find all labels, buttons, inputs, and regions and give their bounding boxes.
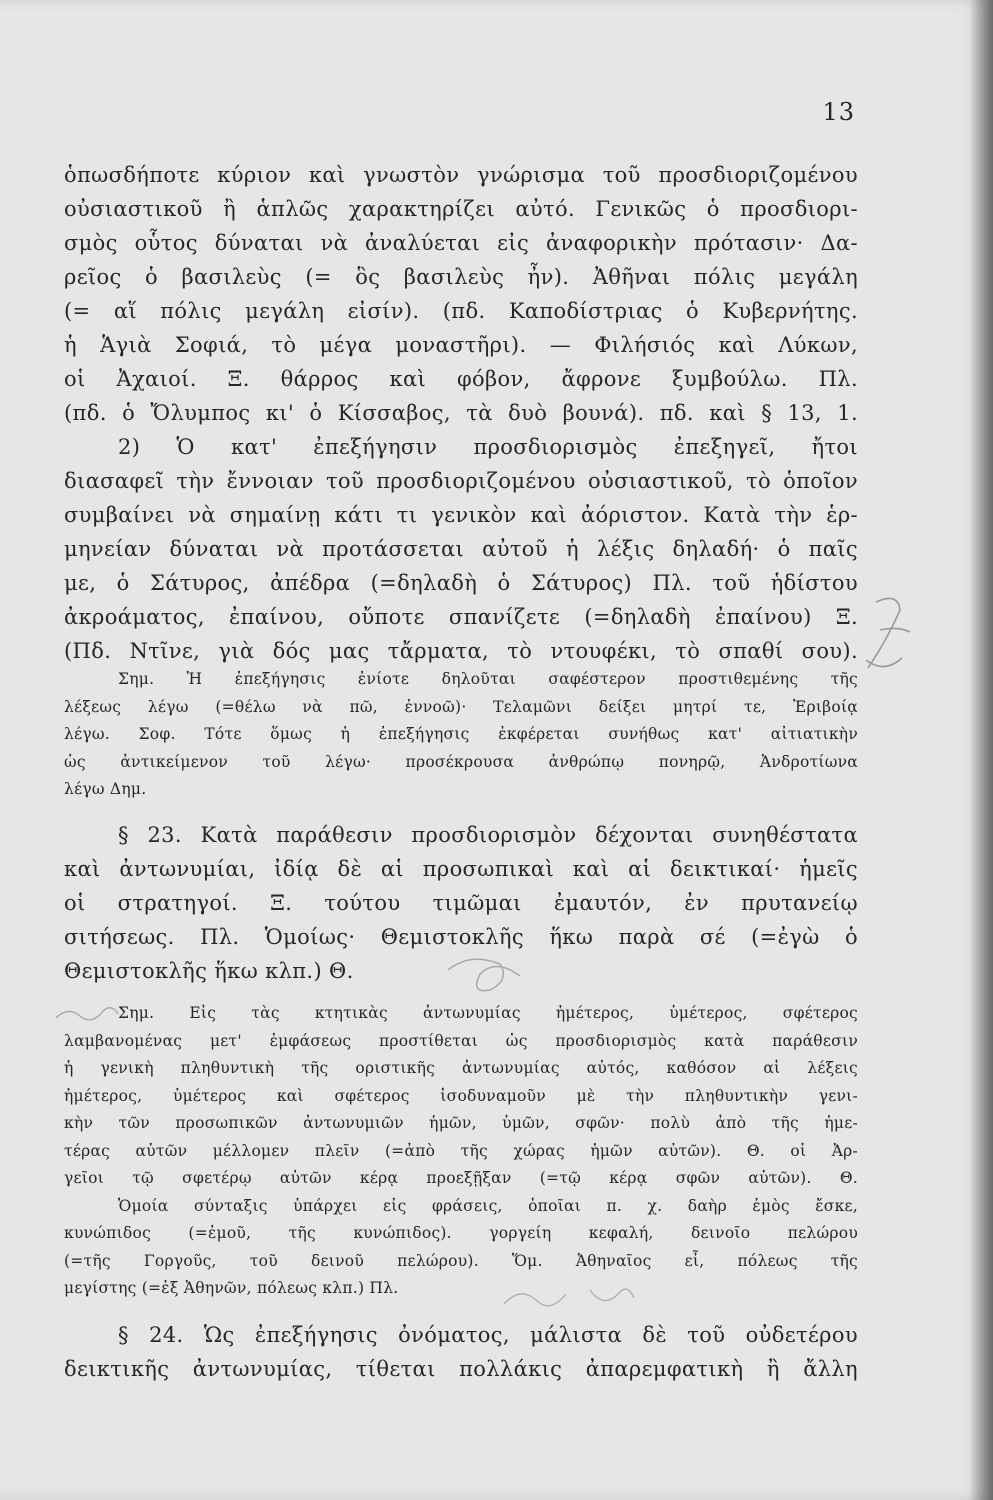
text-line: καὶ ἀντωνυμίαι, ἰδίᾳ δὲ αἱ προσωπικαὶ καὶ αἱ δεικτικαί· ἡμεῖς (64, 857, 858, 881)
text-line: (πδ. ὁ Ὄλυμπος κι' ὁ Κίσσαβος, τὰ δυὸ βουνά). πδ. καὶ § 13, 1. (64, 401, 858, 425)
text-line: § 23. Κατὰ παράθεσιν προσδιορισμὸν δέχονται συνηθέστατα (118, 823, 858, 847)
text-line: οἱ Ἀχαιοί. Ξ. θάρρος καὶ φόβον, ἄφρονε ξυμβούλω. Πλ. (64, 367, 858, 391)
text-line: ὁπωσδήποτε κύριον καὶ γνωστὸν γνώρισμα τοῦ προσδιοριζομένου (64, 163, 858, 187)
note-line: τέρας αὐτῶν μέλλομεν πλεῖν (=ἀπὸ τῆς χώρας ἡμῶν αὐτῶν). Θ. οἱ Ἀρ- (64, 1141, 858, 1160)
text-line: ἀκροάματος, ἐπαίνου, οὔποτε σπανίζετε (=δηλαδὴ ἐπαίνου) Ξ. (64, 605, 858, 629)
note-line: (=τῆς Γοργοῦς, τοῦ δεινοῦ πελώρου). Ὅμ. Ἀθηναῖος εἶ, πόλεως τῆς (64, 1251, 858, 1270)
note-line: γεῖοι τῷ σφετέρῳ αὐτῶν κέρᾳ προεξῇξαν (=τῷ κέρᾳ σφῶν αὐτῶν). Θ. (64, 1169, 858, 1187)
note-line: μεγίστης (=ἐξ Ἀθηνῶν, πόλεως κλπ.) Πλ. (64, 1279, 399, 1297)
text-line: (Πδ. Ντῖνε, γιὰ δός μας τἄρματα, τὸ ντουφέκι, τὸ σπαθί σου). (64, 639, 858, 663)
text-line: διασαφεῖ τὴν ἔννοιαν τοῦ προσδιοριζομένου οὐσιαστικοῦ, τὸ ὁποῖον (64, 469, 858, 493)
section-22-continuation (64, 158, 858, 668)
text-line: ἡ Ἁγιὰ Σοφιά, τὸ μέγα μοναστῆρι). — Φιλήσιός καὶ Λύκων, (64, 333, 858, 357)
note-line: κὴν τῶν προσωπικῶν ἀντωνυμιῶν ἡμῶν, ὑμῶν, σφῶν· πολὺ ἀπὸ τῆς ἡμε- (64, 1114, 858, 1132)
note-line: λέξεως λέγω (=θέλω νὰ πῶ, ἐννοῶ)· Τελαμῶνι δείξει μητρί τε, Ἐριβοίᾳ (64, 697, 858, 716)
note-line: Ὁμοία σύνταξις ὑπάρχει εἰς φράσεις, ὁποῖαι π. χ. δαὴρ ἐμὸς ἔσκε, (118, 1196, 858, 1215)
note-line: Σημ. Ἡ ἐπεξήγησις ἐνίοτε δηλοῦται σαφέστερον προστιθεμένης τῆς (118, 670, 858, 688)
text-line: μηνείαν δύναται νὰ προτάσσεται αὐτοῦ ἡ λέξις δηλαδή· ὁ παῖς (64, 537, 858, 561)
note-line: ὡς ἀντικείμενον τοῦ λέγω· προσέκρουσα ἀνθρώπῳ πονηρῷ, Ἀνδροτίωνα (64, 752, 858, 771)
text-line: με, ὁ Σάτυρος, ἀπέδρα (=δηλαδὴ ὁ Σάτυρος) Πλ. τοῦ ἡδίστου (64, 571, 858, 595)
text-line: Θεμιστοκλῆς ἥκω κλπ.) Θ. (64, 959, 354, 983)
page-number: 13 (822, 98, 855, 126)
note-line: Σημ. Εἰς τὰς κτητικὰς ἀντωνυμίας ἡμέτερος, ὑμέτερος, σφέτερος (118, 1004, 858, 1022)
section-24 (64, 1318, 858, 1386)
note-line: λέγω Δημ. (64, 780, 147, 798)
text-line: σμὸς οὗτος δύναται νὰ ἀναλύεται εἰς ἀναφορικὴν πρότασιν· Δα- (64, 231, 858, 255)
note-line: ἡ γενικὴ πληθυντικὴ τῆς οριστικῆς ἀντωνυμίας αὐτός, καθόσον αἱ λέξεις (64, 1059, 858, 1077)
text-line: δεικτικῆς ἀντωνυμίας, τίθεται πολλάκις ἀπαρεμφατικὴ ἢ ἄλλη (64, 1357, 858, 1381)
text-line: σιτήσεως. Πλ. Ὁμοίως· Θεμιστοκλῆς ἥκω παρὰ σέ (=ἐγὼ ὁ (64, 925, 858, 949)
text-line: (= αἵ πόλις μεγάλη εἰσίν). (πδ. Καποδίστριας ὁ Κυβερνήτης. (64, 299, 858, 323)
pencil-mark-right (858, 590, 918, 680)
note-1 (64, 666, 858, 804)
text-line: οἱ στρατηγοί. Ξ. τούτου τιμῶμαι ἐμαυτόν, ἐν πρυτανείῳ (64, 891, 858, 915)
text-line: οὐσιαστικοῦ ἢ ἁπλῶς χαρακτηρίζει αὐτό. Γενικῶς ὁ προσδιορι- (64, 197, 858, 221)
note-line: λέγω. Σοφ. Τότε ὅμως ἡ ἐπεξήγησις ἐκφέρεται συνήθως κατ' αἰτιατικὴν (64, 725, 858, 743)
note-2 (64, 1000, 858, 1303)
section-23 (64, 818, 858, 988)
text-line: § 24. Ὡς ἐπεξήγησις ὀνόματος, μάλιστα δὲ τοῦ οὐδετέρου (118, 1323, 858, 1347)
note-line: λαμβανομένας μετ' ἐμφάσεως προστίθεται ὡς προσδιορισμὸς κατὰ παράθεσιν (64, 1031, 858, 1050)
text-line: ρεῖος ὁ βασιλεὺς (= ὃς βασιλεὺς ἦν). Ἀθῆναι πόλις μεγάλη (64, 265, 858, 289)
text-line: 2) Ὁ κατ' ἐπεξήγησιν προσδιορισμὸς ἐπεξηγεῖ, ἤτοι (118, 435, 858, 459)
note-line: κυνώπιδος (=ἐμοῦ, τῆς κυνώπιδος). γοργείη κεφαλή, δεινοῖο πελώρου (64, 1224, 858, 1242)
note-line: ἡμέτερος, ὑμέτερος καὶ σφέτερος ἰσοδυναμοῦν μὲ τὴν πληθυντικὴν γενι- (64, 1086, 858, 1105)
text-line: συμβαίνει νὰ σημαίνῃ κάτι τι γενικὸν καὶ ἀόριστον. Κατὰ τὴν ἑρ- (64, 503, 858, 527)
